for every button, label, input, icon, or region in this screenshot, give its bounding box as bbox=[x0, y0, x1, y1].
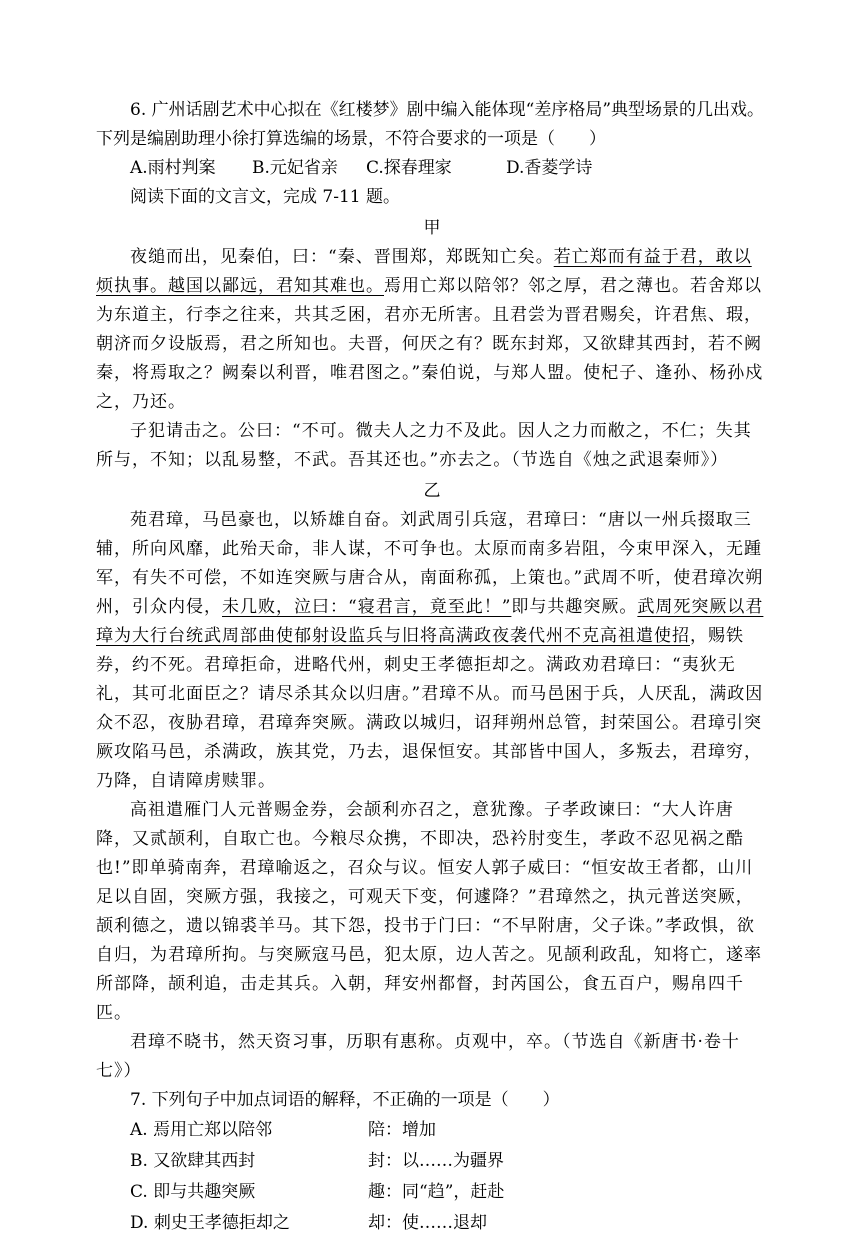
jia-p1-text-a: 夜缒而出，见秦伯，曰：“秦、晋围郑，郑既知亡矣。 bbox=[130, 247, 554, 267]
passage-jia-heading: 甲 bbox=[423, 218, 441, 238]
exam-page bbox=[96, 96, 768, 1239]
passage-yi-paragraph-2: 高祖遣雁门人元普赐金券，会颉利亦召之，意犹豫。子孝政谏曰：“大人许唐降，又贰颉利，自取亡也。今粮尽众携，不即决，恐衿肘变生，孝政不忍见祸之酷也!”即单骑南奔，君璋喻返之，召众与议。恒安人郭子威曰：“恒安故王者都，山川足以自固，突厥方强，我接之，可观天下变，何遽降？”君璋然之，执元普送突厥，颉利德之，遗以锦裘羊马。其下怨，投书于门曰：“不早附唐，父子诛。”孝政惧，欲自归，为君璋所拘。与突厥寇马邑，犯太原，边人苦之。见颉利政乱，知将亡，遂率所部降，颉利追，击走其兵。入朝，拜安州都督，封芮国公，食五百户，赐帛四千匹。 bbox=[96, 800, 762, 1023]
passage-yi-heading: 乙 bbox=[423, 481, 441, 501]
passage-jia-paragraph-2: 子犯请击之。公曰：“不可。微夫人之力不及此。因人之力而敝之，不仁；失其所与，不知；以乱易整，不武。吾其还也。”亦去之。（节选自《烛之武退秦师》） bbox=[96, 421, 752, 470]
q7-item-b-gloss: 封：以……为疆界 bbox=[368, 1151, 504, 1171]
yi-p1-underlined-1: 未几败，泣曰：“寝君言，竟至此！” bbox=[222, 597, 512, 617]
q6-stem-line2: 下列是编剧助理小徐打算选编的场景，不符合要求的一项是（ ） bbox=[96, 129, 606, 149]
q6-option-a: A.雨村判案 bbox=[130, 158, 216, 178]
q7-item-a-sentence: A. 焉用亡郑以陪邻 bbox=[130, 1120, 273, 1140]
q7-item-c-gloss: 趣：同“趋”，赶赴 bbox=[368, 1182, 505, 1202]
yi-p1-text-a: 苑君璋，马邑豪也，以矫雄自奋。刘武周引兵寇，君璋曰：“唐以一州兵掇取三辅，所向风靡，此殆天命，非人谋，不可争也。太原而南多岩阻，今束甲深入，无踵军，有失不可偿，不如连突厥与唐合从，南面称孤，上策也。”武周不听，使君璋次朔州，引众内侵， bbox=[96, 510, 764, 617]
passage-yi-paragraph-1 bbox=[96, 506, 768, 796]
q6-option-b: B.元妃省亲 bbox=[252, 158, 338, 178]
q6-stem-line1: 6. 广州话剧艺术中心拟在《红楼梦》剧中编入能体现“差序格局”典型场景的几出戏。 bbox=[130, 100, 765, 120]
q6-option-d: D.香菱学诗 bbox=[506, 158, 593, 178]
q7-item-d-gloss: 却：使……退却 bbox=[368, 1213, 487, 1233]
reading-instruction: 阅读下面的文言文，完成 7-11 题。 bbox=[130, 187, 400, 207]
q6-option-c: C.探春理家 bbox=[366, 158, 452, 178]
yi-p1-text-d: ，赐铁券，约不死。君璋拒命，进略代州，刺史王孝德拒却之。满政劝君璋曰：“夷狄无礼，其可北面臣之？请尽杀其众以归唐。”君璋不从。而马邑困于兵，人厌乱，满政因众不忍，夜胁君璋，君璋奔突厥。满政以城归，诏拜朔州总管，封荣国公。君璋引突厥攻陷马邑，杀满政，族其党，乃去，退保恒安。其部皆中国人，多叛去，君璋穷，乃降，自请障虏赎罪。 bbox=[96, 626, 764, 791]
passage-jia-paragraph-1 bbox=[96, 243, 768, 417]
q7-stem: 7. 下列句子中加点词语的解释，不正确的一项是（ ） bbox=[130, 1090, 560, 1110]
yi-p1-text-c: 即与共趣突厥。 bbox=[511, 597, 638, 617]
q7-item-c bbox=[96, 1177, 768, 1208]
q7-item-d bbox=[96, 1208, 768, 1239]
passage-yi-paragraph-3: 君璋不晓书，然天资习事，历职有惠称。贞观中，卒。（节选自《新唐书·卷十七》） bbox=[96, 1032, 740, 1081]
q7-item-c-sentence: C. 即与共趣突厥 bbox=[130, 1182, 256, 1202]
q7-item-b bbox=[96, 1146, 768, 1177]
q7-item-b-sentence: B. 又欲肆其西封 bbox=[130, 1151, 256, 1171]
q7-item-a bbox=[96, 1115, 768, 1146]
q6-options bbox=[96, 154, 768, 183]
yi-p1-underlined-2: 武周死突厥以君璋为大行台统武周部曲使郁射设监兵与旧将高满政夜袭代州不克高祖遣使招 bbox=[96, 597, 764, 646]
q7-item-a-gloss: 陪：增加 bbox=[368, 1120, 436, 1140]
jia-p1-underlined: 若亡郑而有益于君，敢以烦执事。越国以鄙远，君知其难也。 bbox=[96, 247, 752, 296]
q7-item-d-sentence: D. 刺史王孝德拒却之 bbox=[130, 1213, 290, 1233]
jia-p1-text-b: 焉用亡郑以陪邻？邻之厚，君之薄也。若舍郑以为东道主，行李之往来，共其乏困，君亦无所害。且君尝为晋君赐矣，许君焦、瑕，朝济而夕设版焉，君之所知也。夫晋，何厌之有？既东封郑，又欲肆其西封，若不阙秦，将焉取之？阙秦以利晋，唯君图之。”秦伯说，与郑人盟。使杞子、逢孙、杨孙戍之，乃还。 bbox=[96, 276, 764, 412]
